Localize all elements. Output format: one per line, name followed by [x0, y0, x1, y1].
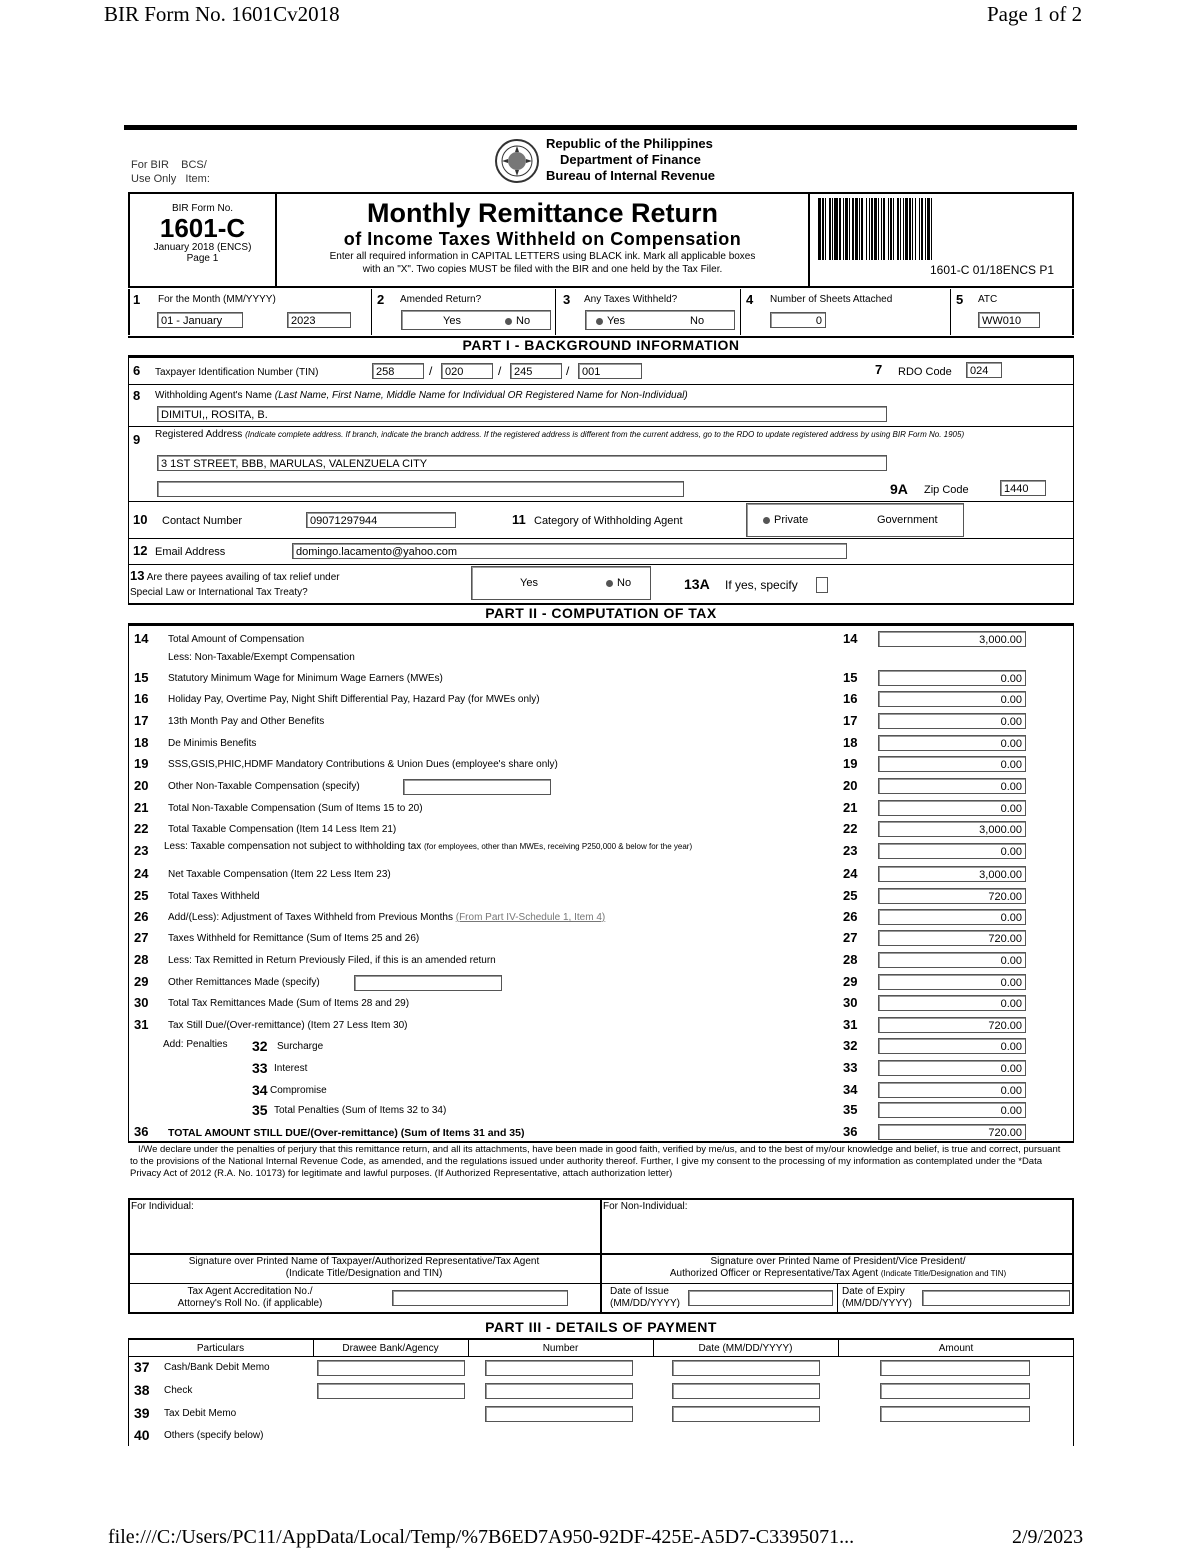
- line-19-label: SSS,GSIS,PHIC,HDMF Mandatory Contributions & Union Dues (employee's share only): [168, 759, 558, 770]
- line-16-label: Holiday Pay, Overtime Pay, Night Shift Differential Pay, Hazard Pay (for MWEs only): [168, 694, 540, 705]
- line-23-label: Less: Taxable compensation not subject to withholding tax (for employees, other than MWEs, receiving P250,000 & below for the year): [164, 841, 693, 852]
- line-27-label: Taxes Withheld for Remittance (Sum of Items 25 and 26): [168, 933, 420, 944]
- line-14-number: 14: [134, 631, 149, 646]
- tax-relief-radio-group: [471, 566, 651, 600]
- barcode-bar: [932, 198, 934, 260]
- other-non-taxable-specify-input[interactable]: [403, 779, 551, 795]
- col-number: Number: [542, 1343, 579, 1354]
- line-29-right-number: 29: [843, 974, 858, 989]
- col-drawee-bank: Drawee Bank/Agency: [342, 1343, 439, 1354]
- month-select[interactable]: 01 - January: [157, 312, 243, 328]
- tax-relief-no-radio[interactable]: No: [606, 567, 631, 599]
- payment-row-38-label: Check: [164, 1385, 193, 1396]
- line-17-label: 13th Month Pay and Other Benefits: [168, 716, 325, 727]
- payment-row-37-number: 37: [134, 1359, 150, 1375]
- line-15-amount[interactable]: 0.00: [878, 670, 1026, 686]
- tax-relief-specify-checkbox[interactable]: [816, 577, 828, 593]
- line-22-amount[interactable]: 3,000.00: [878, 821, 1026, 837]
- line-19-right-number: 19: [843, 756, 858, 771]
- line-14-amount[interactable]: 3,000.00: [878, 631, 1026, 647]
- top-rule: [124, 125, 1077, 130]
- col-particulars: Particulars: [196, 1343, 245, 1354]
- line-15-right-number: 15: [843, 670, 858, 685]
- zip-code-input[interactable]: 1440: [1000, 480, 1046, 496]
- non-individual-signature-area[interactable]: [602, 1208, 1074, 1253]
- line-34-amount[interactable]: 0.00: [878, 1082, 1026, 1098]
- line-19-amount[interactable]: 0.00: [878, 756, 1026, 772]
- line-25-right-number: 25: [843, 888, 858, 903]
- line-33-amount[interactable]: 0.00: [878, 1060, 1026, 1076]
- line-32-right-number: 32: [843, 1038, 858, 1053]
- payment-row-38-amount-input[interactable]: [880, 1383, 1030, 1399]
- line-33-label: Interest: [274, 1063, 308, 1074]
- line-31-label: Tax Still Due/(Over-remittance) (Item 27 Less Item 30): [168, 1020, 408, 1031]
- payment-row-38-number-input[interactable]: [485, 1383, 633, 1399]
- print-footer-path: file:///C:/Users/PC11/AppData/Local/Temp/%7B6ED7A950-92DF-425E-A5D7-C3395071...: [108, 1526, 855, 1548]
- line-36-label: TOTAL AMOUNT STILL DUE/(Over-remittance) (Sum of Items 31 and 35): [168, 1127, 525, 1139]
- tin-branch-code[interactable]: 001: [578, 363, 642, 379]
- other-remittances-specify-input[interactable]: [354, 975, 502, 991]
- line-28-label: Less: Tax Remitted in Return Previously Filed, if this is an amended return: [168, 955, 496, 966]
- line-34-label: Compromise: [270, 1085, 327, 1096]
- line-26-right-number: 26: [843, 909, 858, 924]
- line-27-right-number: 27: [843, 930, 858, 945]
- tin-part-2[interactable]: 020: [441, 363, 493, 379]
- form-number-block: BIR Form No. 1601-C January 2018 (ENCS) Page 1: [153, 203, 252, 264]
- line-30-label: Total Tax Remittances Made (Sum of Items 28 and 29): [168, 998, 410, 1009]
- line-18-number: 18: [134, 735, 149, 750]
- schedule-1-link[interactable]: (From Part IV-Schedule 1, Item 4): [455, 912, 606, 923]
- payment-row-38-number: 38: [134, 1382, 150, 1398]
- line-26-amount[interactable]: 0.00: [878, 909, 1026, 925]
- line-30-amount[interactable]: 0.00: [878, 995, 1026, 1011]
- line-35-amount[interactable]: 0.00: [878, 1102, 1026, 1118]
- line-20-amount[interactable]: 0.00: [878, 778, 1026, 794]
- line-22-label: Total Taxable Compensation (Item 14 Less Item 21): [168, 824, 397, 835]
- line-33-number: 33: [252, 1060, 268, 1076]
- line-21-label: Total Non-Taxable Compensation (Sum of Items 15 to 20): [168, 803, 423, 814]
- category-government-radio[interactable]: Government: [877, 514, 938, 526]
- form-title: Monthly Remittance Return: [366, 198, 719, 228]
- line-35-number: 35: [252, 1102, 268, 1118]
- payment-row-39-number: 39: [134, 1405, 150, 1421]
- line-15-label: Statutory Minimum Wage for Minimum Wage Earners (MWEs): [168, 673, 443, 684]
- line-32-amount[interactable]: 0.00: [878, 1038, 1026, 1054]
- line-31-amount[interactable]: 720.00: [878, 1017, 1026, 1033]
- accreditation-no-input[interactable]: [392, 1290, 568, 1306]
- amended-no-radio[interactable]: No: [505, 311, 530, 330]
- line-29-number: 29: [134, 974, 149, 989]
- line-30-right-number: 30: [843, 995, 858, 1010]
- agent-name-input[interactable]: DIMITUI,, ROSITA, B.: [157, 406, 887, 422]
- address-input[interactable]: 3 1ST STREET, BBB, MARULAS, VALENZUELA CITY: [157, 455, 887, 471]
- address-line-2-input[interactable]: [157, 481, 684, 497]
- line-17-amount[interactable]: 0.00: [878, 713, 1026, 729]
- form-subtitle: of Income Taxes Withheld on Compensation: [343, 229, 742, 249]
- tax-relief-yes-radio[interactable]: Yes: [520, 577, 538, 589]
- declaration-text: I/We declare under the penalties of perjury that this remittance return, and all its attachments, have been made in good faith, verified by me/us, and to the best of my/our knowledge and belief, is true and correct, pursuant to the provisions of the National Internal Revenue Code, as amended, and the regulations issued under authority thereof. Further, I give my consent to the processing of my information as contemplated under the *Data Privacy Act of 2012 (R.A. No. 10173) for legitimate and lawful purposes. (If Authorized Representative, attach authorization letter): [130, 1144, 1061, 1179]
- line-16-right-number: 16: [843, 691, 858, 706]
- bir-seal-icon: [494, 138, 540, 189]
- part3-heading: PART III - DETAILS OF PAYMENT: [485, 1319, 717, 1335]
- email-input[interactable]: domingo.lacamento@yahoo.com: [292, 543, 847, 559]
- date-of-expiry-input[interactable]: [922, 1290, 1070, 1306]
- line-16-number: 16: [134, 691, 149, 706]
- rdo-code-input[interactable]: 024: [966, 362, 1002, 378]
- form-title-block: Monthly Remittance Return of Income Taxes Withheld on Compensation Enter all required information in CAPITAL LETTERS using BLACK ink. Mark all applicable boxes with an "X". Two copies MUST be filed with the BIR and one held by the Tax Filer.: [277, 198, 808, 276]
- sheets-attached-input[interactable]: 0: [770, 312, 826, 328]
- line-17-number: 17: [134, 713, 149, 728]
- line-36-amount[interactable]: 720.00: [878, 1124, 1026, 1140]
- line-15-number: 15: [134, 670, 149, 685]
- date-of-issue-input[interactable]: [688, 1290, 833, 1306]
- individual-signature-area[interactable]: [128, 1208, 600, 1253]
- line-36-number: 36: [134, 1124, 149, 1139]
- line-21-number: 21: [134, 800, 149, 815]
- line-14-right-number: 14: [843, 631, 858, 646]
- tin-part-1[interactable]: 258: [372, 363, 424, 379]
- line-20-number: 20: [134, 778, 149, 793]
- line-24-amount[interactable]: 3,000.00: [878, 866, 1026, 882]
- agent-category-radio-group: [746, 503, 964, 537]
- print-header-page: Page 1 of 2: [987, 2, 1083, 26]
- line-24-label: Net Taxable Compensation (Item 22 Less Item 23): [168, 869, 391, 880]
- line-31-right-number: 31: [843, 1017, 858, 1032]
- withheld-yes-radio[interactable]: Yes: [596, 311, 625, 330]
- line-23-amount[interactable]: 0.00: [878, 843, 1026, 859]
- amended-yes-radio[interactable]: Yes: [443, 315, 461, 327]
- line-25-label: Total Taxes Withheld: [168, 891, 260, 902]
- line-36-right-number: 36: [843, 1124, 858, 1139]
- payment-row-37-label: Cash/Bank Debit Memo: [164, 1362, 270, 1373]
- payment-row-37-drawee-bank-input[interactable]: [317, 1360, 465, 1376]
- line-22-right-number: 22: [843, 821, 858, 836]
- line-21-amount[interactable]: 0.00: [878, 800, 1026, 816]
- agency-heading: Republic of the Philippines Department of Finance Bureau of Internal Revenue: [546, 136, 716, 183]
- category-private-radio[interactable]: Private: [763, 504, 808, 536]
- line-23-right-number: 23: [843, 843, 858, 858]
- line-28-amount[interactable]: 0.00: [878, 952, 1026, 968]
- tin-part-3[interactable]: 245: [510, 363, 562, 379]
- amended-return-radio-group: [401, 310, 551, 330]
- line-35-right-number: 35: [843, 1102, 858, 1117]
- line-31-number: 31: [134, 1017, 149, 1032]
- year-input[interactable]: 2023: [287, 312, 351, 328]
- withheld-no-radio[interactable]: No: [690, 315, 705, 327]
- line-22-number: 22: [134, 821, 149, 836]
- line-26-label: Add/(Less): Adjustment of Taxes Withheld from Previous Months (From Part IV-Schedule 1, Item 4): [168, 912, 606, 923]
- payment-row-39-number-input[interactable]: [485, 1406, 633, 1422]
- atc-input[interactable]: WW010: [978, 312, 1040, 328]
- line-18-amount[interactable]: 0.00: [878, 735, 1026, 751]
- line-34-number: 34: [252, 1082, 268, 1098]
- barcode: [818, 198, 1068, 260]
- barcode-code: 1601-C 01/18ENCS P1: [930, 263, 1055, 277]
- line-19-number: 19: [134, 756, 149, 771]
- part1-heading: PART I - BACKGROUND INFORMATION: [462, 337, 740, 353]
- line-24-number: 24: [134, 866, 149, 881]
- payment-row-37-number-input[interactable]: [485, 1360, 633, 1376]
- line-18-right-number: 18: [843, 735, 858, 750]
- print-footer-date: 2/9/2023: [1012, 1526, 1084, 1548]
- line-35-label: Total Penalties (Sum of Items 32 to 34): [274, 1105, 447, 1116]
- line-30-number: 30: [134, 995, 149, 1010]
- contact-number-input[interactable]: 09071297944: [306, 512, 456, 528]
- line-34-right-number: 34: [843, 1082, 858, 1097]
- line-18-label: De Minimis Benefits: [168, 738, 257, 749]
- line-23-number: 23: [134, 843, 149, 858]
- line-16-amount[interactable]: 0.00: [878, 691, 1026, 707]
- line-32-label: Surcharge: [277, 1041, 324, 1052]
- print-header-title: BIR Form No. 1601Cv2018: [104, 2, 340, 26]
- payment-row-38-date-input[interactable]: [672, 1383, 820, 1399]
- col-date: Date (MM/DD/YYYY): [698, 1343, 793, 1354]
- line-27-number: 27: [134, 930, 149, 945]
- line-24-right-number: 24: [843, 866, 858, 881]
- payment-row-39-date-input[interactable]: [672, 1406, 820, 1422]
- line-33-right-number: 33: [843, 1060, 858, 1075]
- line-26-number: 26: [134, 909, 149, 924]
- line-28-right-number: 28: [843, 952, 858, 967]
- line-14-label: Total Amount of Compensation: [168, 634, 305, 645]
- line-29-label: Other Remittances Made (specify): [168, 977, 320, 988]
- payment-row-40-label: Others (specify below): [164, 1430, 264, 1441]
- payment-row-37-date-input[interactable]: [672, 1360, 820, 1376]
- line-25-number: 25: [134, 888, 149, 903]
- line-32-number: 32: [252, 1038, 268, 1054]
- for-bir-use-only: For BIR BCS/ Use Only Item:: [131, 159, 210, 185]
- payment-row-37-amount-input[interactable]: [880, 1360, 1030, 1376]
- line-20-label: Other Non-Taxable Compensation (specify): [168, 781, 360, 792]
- col-amount: Amount: [938, 1343, 974, 1354]
- payment-row-39-amount-input[interactable]: [880, 1406, 1030, 1422]
- line-28-number: 28: [134, 952, 149, 967]
- taxes-withheld-radio-group: [585, 310, 735, 330]
- payment-row-38-drawee-bank-input[interactable]: [317, 1383, 465, 1399]
- payment-row-39-label: Tax Debit Memo: [164, 1408, 237, 1419]
- part2-heading: PART II - COMPUTATION OF TAX: [485, 605, 717, 621]
- line-25-amount[interactable]: 720.00: [878, 888, 1026, 904]
- payment-row-40-number: 40: [134, 1427, 150, 1443]
- line-17-right-number: 17: [843, 713, 858, 728]
- line-29-amount[interactable]: 0.00: [878, 974, 1026, 990]
- line-21-right-number: 21: [843, 800, 858, 815]
- line-20-right-number: 20: [843, 778, 858, 793]
- line-27-amount[interactable]: 720.00: [878, 930, 1026, 946]
